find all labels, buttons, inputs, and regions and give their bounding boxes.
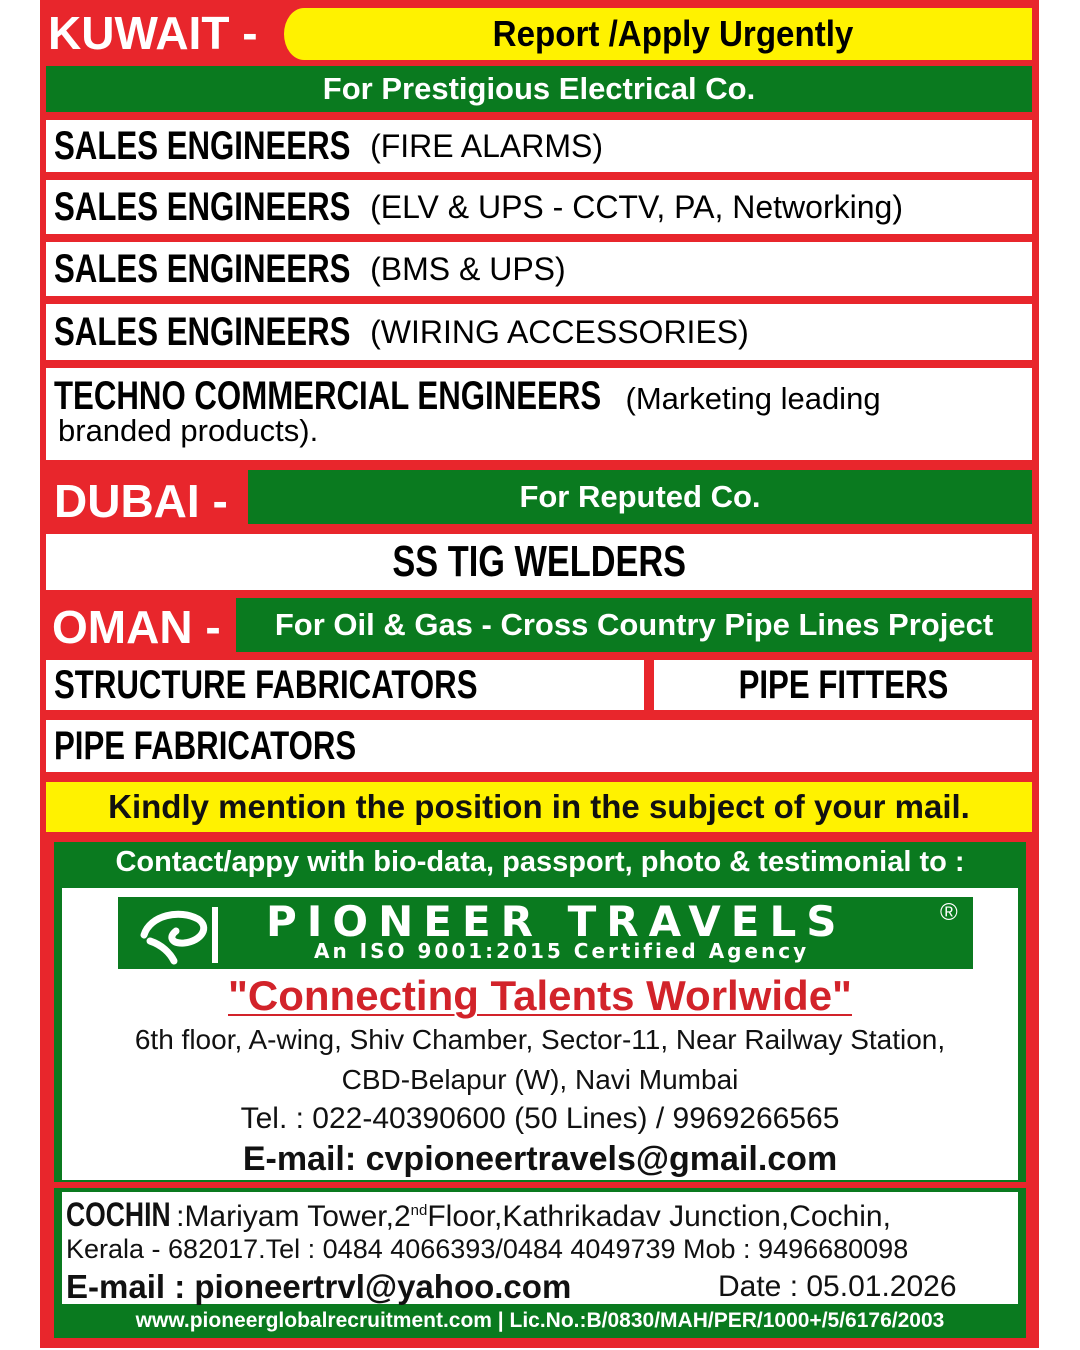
oman-country-label: OMAN - xyxy=(52,601,221,653)
job-row xyxy=(46,720,1032,772)
cochin-line-2: Kerala - 682017.Tel : 0484 4066393/0484 4049739 Mob : 9496680098 xyxy=(66,1234,909,1264)
job-row xyxy=(46,304,1032,360)
kuwait-country-label: KUWAIT - xyxy=(48,7,258,59)
pioneer-logo-icon xyxy=(132,901,222,967)
footer-line: www.pioneerglobalrecruitment.com | Lic.No.:B/0830/MAH/PER/1000+/5/6176/2003 xyxy=(135,1309,945,1332)
urgent-text: Report /Apply Urgently xyxy=(492,13,854,54)
job-title: TECHNO COMMERCIAL ENGINEERS xyxy=(54,374,602,418)
job-title: STRUCTURE FABRICATORS xyxy=(54,662,478,707)
notice-text: Kindly mention the position in the subject of your mail. xyxy=(108,788,970,825)
agency-logo-bar xyxy=(118,897,973,969)
job-title: SALES ENGINEERS xyxy=(54,309,351,354)
job-title: SALES ENGINEERS xyxy=(54,246,351,291)
job-desc-continued: branded products). xyxy=(58,413,319,448)
cochin-email: E-mail : pioneertrvl@yahoo.com xyxy=(66,1268,572,1305)
cochin-address-sup: nd xyxy=(410,1202,428,1219)
agency-certification: An ISO 9001:2015 Certified Agency xyxy=(314,939,810,963)
job-desc: (Marketing leading xyxy=(625,381,881,416)
job-title: PIPE FABRICATORS xyxy=(54,723,357,768)
kuwait-company: For Prestigious Electrical Co. xyxy=(322,71,756,106)
date-line: Date : 05.01.2026 xyxy=(718,1270,957,1303)
oman-project-bar xyxy=(236,598,1032,652)
job-row xyxy=(46,368,1032,460)
cochin-address-a: :Mariyam Tower,2 xyxy=(176,1200,411,1233)
contact-intro: Contact/appy with bio-data, passport, photo & testimonial to : xyxy=(115,846,965,878)
notice-bar xyxy=(46,782,1032,832)
cochin-label: COCHIN xyxy=(66,1196,171,1234)
job-row xyxy=(46,534,1032,590)
dubai-company: For Reputed Co. xyxy=(519,479,761,514)
job-row xyxy=(654,660,1032,710)
kuwait-company-bar xyxy=(46,66,1032,112)
job-desc: (FIRE ALARMS) xyxy=(370,127,603,164)
job-row xyxy=(46,120,1032,172)
job-desc: (ELV & UPS - CCTV, PA, Networking) xyxy=(370,188,903,225)
job-title: SALES ENGINEERS xyxy=(54,123,351,168)
tagline: "Connecting Talents Worlwide" xyxy=(228,972,852,1019)
job-title: PIPE FITTERS xyxy=(738,662,948,707)
job-desc: (BMS & UPS) xyxy=(370,250,566,287)
job-title: SALES ENGINEERS xyxy=(54,184,351,229)
job-row xyxy=(46,660,644,710)
oman-project: For Oil & Gas - Cross Country Pipe Lines Project xyxy=(274,607,994,642)
job-row xyxy=(46,242,1032,296)
job-row xyxy=(46,180,1032,234)
cochin-line-1 xyxy=(66,1196,891,1235)
address-line-2: CBD-Belapur (W), Navi Mumbai xyxy=(341,1064,739,1095)
registered-mark: ® xyxy=(940,899,958,926)
cochin-address-b: Floor,Kathrikadav Junction,Cochin, xyxy=(427,1200,891,1233)
address-line-1: 6th floor, A-wing, Shiv Chamber, Sector-11, Near Railway Station, xyxy=(134,1024,946,1055)
dubai-company-bar xyxy=(248,470,1032,524)
agency-name: PIONEER TRAVELS xyxy=(266,897,847,946)
phone-line: Tel. : 022-40390600 (50 Lines) / 9969266565 xyxy=(240,1102,840,1135)
job-desc: (WIRING ACCESSORIES) xyxy=(370,313,749,350)
dubai-country-label: DUBAI - xyxy=(54,475,228,527)
urgent-banner xyxy=(284,8,1032,60)
job-title: SS TIG WELDERS xyxy=(392,537,686,586)
email-line: E-mail: cvpioneertravels@gmail.com xyxy=(242,1140,838,1178)
